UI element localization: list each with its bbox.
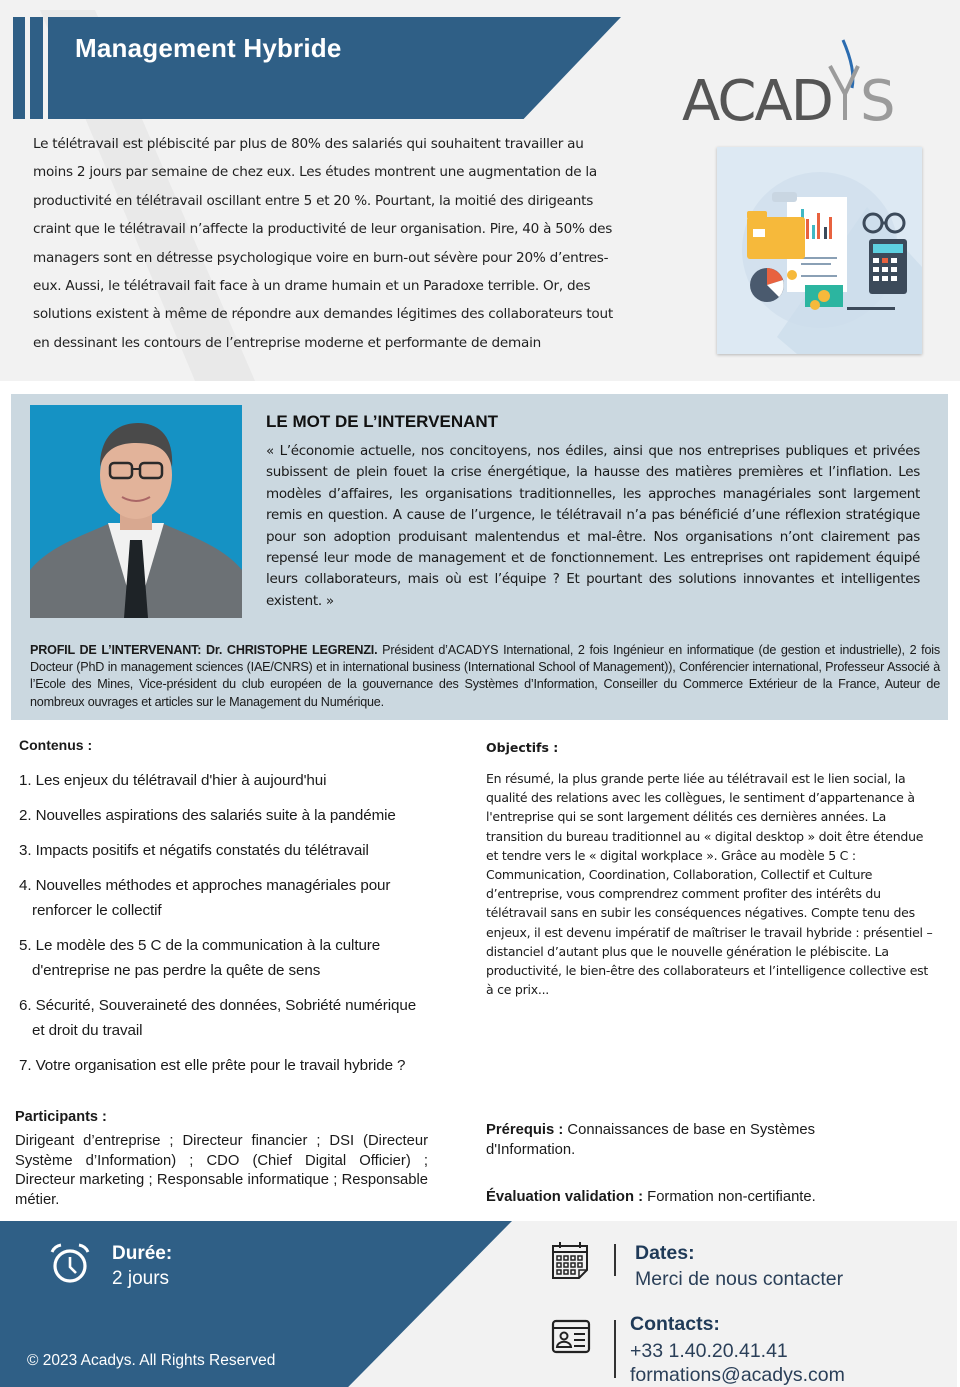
item-text-continued: et droit du travail	[32, 1022, 143, 1039]
contacts-label: Contacts:	[630, 1313, 720, 1335]
contenus-item	[19, 933, 459, 983]
item-number: 4.	[19, 877, 32, 894]
item-number: 1.	[19, 772, 32, 789]
copyright: © 2023 Acadys. All Rights Reserved	[27, 1352, 276, 1369]
duree-label: Durée:	[112, 1243, 173, 1264]
speaker-photo	[30, 405, 242, 618]
dates-value: Merci de nous contacter	[635, 1268, 844, 1290]
contenus-item	[19, 838, 459, 863]
contenus-item	[19, 768, 459, 793]
intervenant-profile	[30, 642, 940, 711]
intervenant-quote: « L’économie actuelle, nos concitoyens, nos édiles, ainsi que nos entreprises publiques et privées subissent de plein fouet la crise énergétique, la hausse des matières premières et l’inflation. Les modèles d’affaires, les organisations traditionnelles, les approches managériales sont largement remis en question. A cause de l’urgence, le télétravail n’a pas bénéficié d’une réflexion stratégique pour son adoption produisant malentendus et mal-être. Nos organisations n’ont clairement pas repensé leur mode de management et de fonctionnement. Les entreprises ont rapidement équipé leurs collaborateurs, mais où est l’équipe ? Et pourtant des solutions innovantes et intelligentes existent. »	[266, 443, 920, 609]
item-number: 5.	[19, 937, 32, 954]
svg-text:S: S	[860, 69, 896, 126]
evaluation-label: Évaluation validation :	[486, 1189, 644, 1205]
banner-accent-bar	[30, 17, 43, 119]
item-number: 7.	[19, 1057, 32, 1074]
profile-text: Président d’ACADYS International, 2 fois Ingénieur en informatique (de gestion et industrielle), 2 fois Docteur (PhD in management sciences (IAE/CNRS) et in international business (International School of Management)), Conférencier international, Professeur Associé à l’Ecole des Mines, Vice-président du club européen de la gouvernance des Systèmes d’Information, Conseiller du Commerce Extérieur de la France, Auteur de nombreux ouvrages et articles sur le Management du Numérique.	[30, 643, 940, 709]
contenus-title: Contenus :	[19, 737, 93, 753]
item-text: Nouvelles méthodes et approches managériales pour	[35, 877, 391, 894]
contenus-item	[19, 1053, 459, 1078]
item-text-continued: d'entreprise ne pas perdre la quête de sens	[32, 962, 321, 979]
objectifs-text: En résumé, la plus grande perte liée au télétravail est le lien social, la qualité des relations avec les collègues, le sentiment d’appartenance à l'entreprise qui se sont largement délités ces dernières années. La transition du bureau traditionnel au « digital desktop » doit être étendue et tendre vers le « digital workplace ». Grâce au modèle 5 C : Communication, Coordination, Collaboration, Collectif et Culture d’entreprise, vous comprendrez comment profiter des intérêts du télétravail sans en subir les conséquences négatives. Compte tenu des enjeux, il est devenu impératif de maîtriser le travail hybride : présentiel – distanciel d’autant plus que le nouvelle génération le plébiscite. La productivité, le bien-être des collaborateurs et l’intelligence collective est à ce prix...	[486, 771, 933, 998]
page-title: Management Hybride	[75, 33, 342, 63]
item-text: Nouvelles aspirations des salariés suite à la pandémie	[35, 807, 396, 824]
item-number: 3.	[19, 842, 32, 859]
alarm-clock-icon	[48, 1241, 92, 1285]
item-text-continued: renforcer le collectif	[32, 902, 162, 919]
calendar-icon	[551, 1240, 589, 1280]
prerequis	[486, 1121, 906, 1160]
prerequis-label: Prérequis :	[486, 1122, 564, 1138]
duree-value: 2 jours	[112, 1268, 170, 1289]
item-text: Sécurité, Souveraineté des données, Sobriété numérique	[35, 997, 417, 1014]
contenus-item	[19, 993, 459, 1043]
item-number: 2.	[19, 807, 32, 824]
item-number: 6.	[19, 997, 32, 1014]
contenus-item	[19, 803, 459, 828]
objectifs-title: Objectifs :	[486, 740, 559, 755]
banner-accent-bar	[13, 17, 25, 119]
contact-email[interactable]: formations@acadys.com	[630, 1364, 845, 1386]
participants-title: Participants :	[15, 1109, 107, 1125]
evaluation	[486, 1188, 906, 1208]
acadys-logo	[680, 36, 920, 126]
svg-text:ACAD: ACAD	[682, 69, 832, 126]
intro-paragraph: Le télétravail est plébiscité par plus de 80% des salariés qui souhaitent travailler au moins 2 jours par semaine de chez eux. Les études montrent une augmentation de la productivité en télétravail oscillant entre 5 et 20 %. Pourtant, la moitié des dirigeants craint que le télétravail n’affecte la productivité de leur organisation. Pire, 40 à 50% des managers sont en détresse psychologique voire en burn-out sévère pour 20% d’entres-eux. Aussi, le télétravail fait face à un drame humain et un Paradoxe terrible. Or, des solutions existent à même de répondre aux demandes légitimes des collaborateurs tout en dessinant les contours de l’entreprise moderne et performante de demain	[33, 136, 613, 351]
participants-text: Dirigeant d’entreprise ; Directeur financier ; DSI (Directeur Système d’Information) ; CDO (Chief Digital Officier) ; Directeur marketing ; Responsable informatique ; Responsable métier.	[15, 1133, 428, 1208]
evaluation-value: Formation non-certifiante.	[643, 1189, 816, 1205]
contact-card-icon	[551, 1319, 591, 1354]
prerequis-value: Connaissances de base en Systèmes d'Information.	[486, 1122, 816, 1158]
divider	[614, 1244, 616, 1276]
dates-label: Dates:	[635, 1242, 695, 1264]
divider	[614, 1320, 616, 1378]
contenus-list	[19, 768, 459, 1088]
section-title-mot-intervenant: LE MOT DE L’INTERVENANT	[266, 412, 499, 431]
item-text: Les enjeux du télétravail d'hier à aujourd'hui	[35, 772, 327, 789]
contenus-item	[19, 873, 459, 923]
contact-phone[interactable]: +33 1.40.20.41.41	[630, 1340, 788, 1362]
business-illustration	[717, 147, 922, 354]
item-text: Le modèle des 5 C de la communication à la culture	[35, 937, 381, 954]
item-text: Impacts positifs et négatifs constatés du télétravail	[35, 842, 369, 859]
item-text: Votre organisation est elle prête pour le travail hybride ?	[35, 1057, 406, 1074]
profile-label: PROFIL DE L’INTERVENANT: Dr. CHRISTOPHE LEGRENZI.	[30, 643, 378, 657]
